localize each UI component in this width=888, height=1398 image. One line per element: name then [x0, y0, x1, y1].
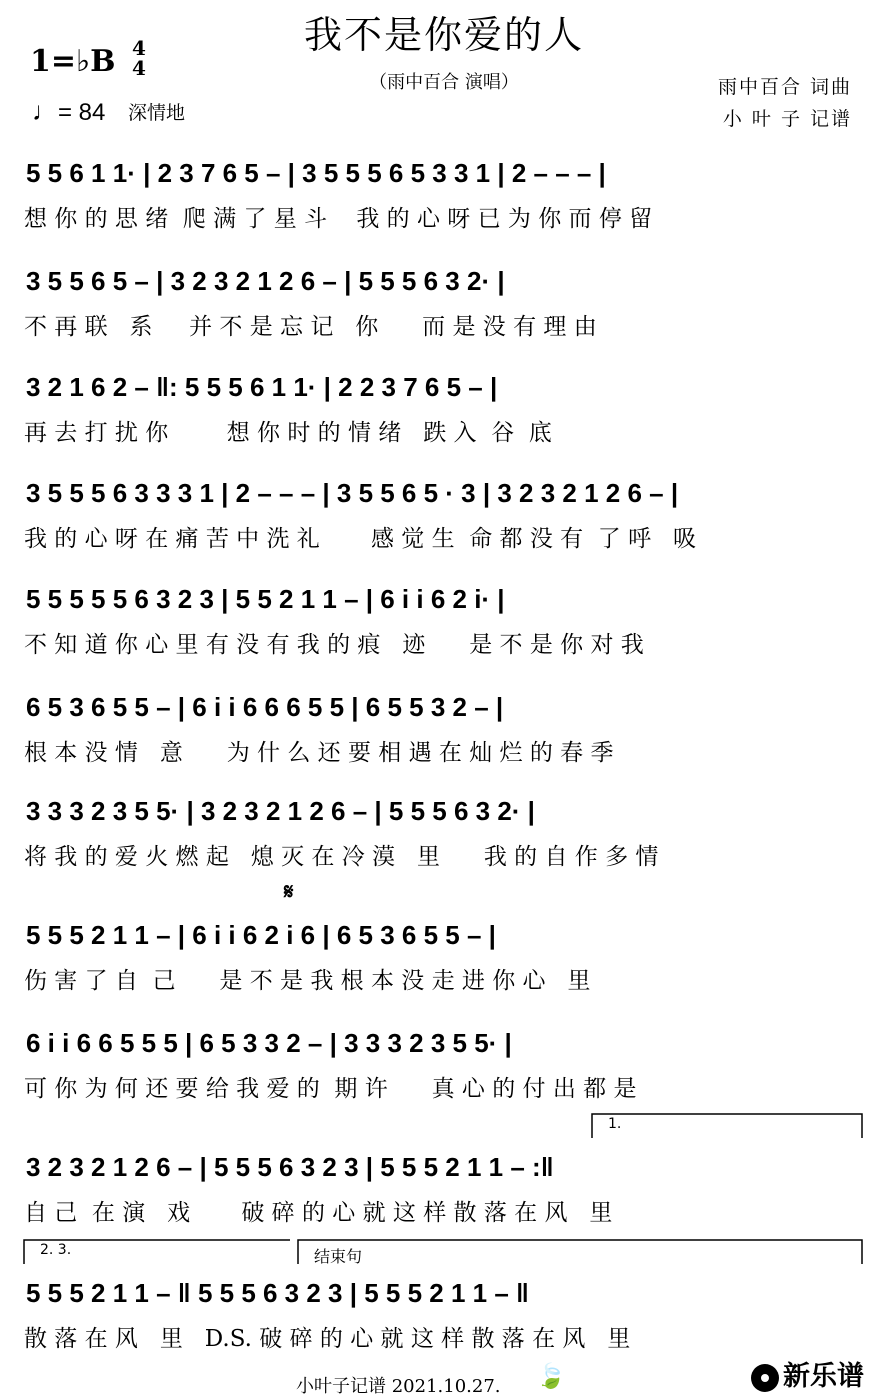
notes-line: [0, 684, 888, 740]
notes-text: 3 2 3 2 1 2 6 – | 5 5 5 6 3 2 3 | 5 5 5 2 1 1 – :‖: [26, 1152, 554, 1182]
score-row-8: [0, 912, 888, 1012]
notes-line: [0, 1270, 888, 1326]
ending-label: 结束句: [314, 1247, 363, 1266]
notes-line: [0, 1144, 888, 1200]
score-row-7: [0, 788, 888, 888]
tempo-marking: [32, 96, 105, 127]
transcriber-signature: 小叶子记谱 2021.10.27.: [296, 1376, 501, 1397]
ending-bracket: [296, 1236, 866, 1266]
lyrics-line: 自 己 在 演 戏 破 碎 的 心 就 这 样 散 落 在 风 里: [24, 1200, 613, 1226]
notes-line: [0, 258, 888, 314]
volta-23-label: 2. 3.: [40, 1242, 72, 1258]
score-row-9: [0, 1020, 888, 1120]
notes-text: 3 3 3 2 3 5 5· | 3 2 3 2 1 2 6 – | 5 5 5 6 3 2· |: [26, 796, 535, 826]
score-row-3: [0, 364, 888, 464]
logo-text: 新乐谱: [783, 1361, 864, 1392]
notes-text: 3 5 5 6 5 – | 3 2 3 2 1 2 6 – | 5 5 5 6 3 2· |: [26, 266, 505, 296]
lyrics-line: 可 你 为 何 还 要 给 我 爱 的 期 许 真 心 的 付 出 都 是: [24, 1076, 637, 1102]
score-row-2: [0, 258, 888, 358]
lyrics-line: 想 你 的 思 绪 爬 满 了 星 斗 我 的 心 呀 已 为 你 而 停 留: [24, 206, 653, 232]
notes-text: 5 5 5 2 1 1 – | 6 i i 6 2 i 6 | 6 5 3 6 5 5 – |: [26, 920, 496, 950]
lyrics-line: 散 落 在 风 里 D.S. 破 碎 的 心 就 这 样 散 落 在 风 里: [24, 1326, 631, 1352]
expression-marking: 深情地: [128, 102, 186, 124]
lyrics-line: 伤 害 了 自 己 是 不 是 我 根 本 没 走 进 你 心 里: [24, 968, 591, 994]
notes-line: [0, 364, 888, 420]
song-title: 我不是你爱的人: [303, 13, 584, 57]
volta-1-label: 1.: [608, 1116, 622, 1132]
time-signature-top: 4: [132, 36, 146, 60]
notes-text: 5 5 5 5 5 6 3 2 3 | 5 5 2 1 1 – | 6 i i 6 2 i· |: [26, 584, 505, 614]
site-logo: [751, 1354, 864, 1393]
segno-sign: 𝄋: [284, 880, 294, 905]
notes-line: [0, 912, 888, 968]
lyrics-line: 再 去 打 扰 你 想 你 时 的 情 绪 跌 入 谷 底: [24, 420, 552, 446]
time-signature: [126, 38, 152, 78]
notes-line: [0, 150, 888, 206]
time-signature-bottom: 4: [132, 56, 146, 80]
notes-text: 3 5 5 5 6 3 3 3 1 | 2 – – – | 3 5 5 6 5 · 3 | 3 2 3 2 1 2 6 – |: [26, 478, 679, 508]
lyrics-line: 根 本 没 情 意 为 什 么 还 要 相 遇 在 灿 烂 的 春 季: [24, 740, 614, 766]
vinyl-record-icon: [751, 1364, 779, 1392]
notes-line: [0, 1020, 888, 1076]
performer-line: （雨中百合 演唱）: [369, 72, 519, 93]
score-row-4: [0, 470, 888, 570]
lyrics-line: 我 的 心 呀 在 痛 苦 中 洗 礼 感 觉 生 命 都 没 有 了 呼 吸: [24, 526, 697, 552]
notes-text: 3 2 1 6 2 – ‖: 5 5 5 6 1 1· | 2 2 3 7 6 5 – |: [26, 372, 498, 402]
lyrics-line: 不 再 联 系 并 不 是 忘 记 你 而 是 没 有 理 由: [24, 314, 597, 340]
notes-text: 5 5 5 2 1 1 – ‖ 5 5 5 6 3 2 3 | 5 5 5 2 1 1 – ‖: [26, 1278, 529, 1308]
notes-text: 6 5 3 6 5 5 – | 6 i i 6 6 6 5 5 | 6 5 5 3 2 – |: [26, 692, 504, 722]
tempo-value: = 84: [58, 99, 106, 126]
notes-line: [0, 576, 888, 632]
lyrics-line: 不 知 道 你 心 里 有 没 有 我 的 痕 迹 是 不 是 你 对 我: [24, 632, 644, 658]
score-row-10: [0, 1144, 888, 1244]
score-row-1: [0, 150, 888, 250]
key-signature: 1=♭B: [30, 44, 116, 79]
notes-line: [0, 470, 888, 526]
quarter-note-icon: ♩: [32, 96, 58, 126]
notes-line: [0, 788, 888, 844]
volta-1-bracket: [590, 1110, 866, 1140]
score-row-6: [0, 684, 888, 784]
notes-text: 6 i i 6 6 5 5 5 | 6 5 3 3 2 – | 3 3 3 2 3 5 5· |: [26, 1028, 512, 1058]
notes-text: 5 5 6 1 1· | 2 3 7 6 5 – | 3 5 5 5 6 5 3 3 1 | 2 – – – |: [26, 158, 606, 188]
credit-transcriber: 小 叶 子 记谱: [722, 108, 852, 130]
score-row-5: [0, 576, 888, 676]
leaf-icon: 🍃: [536, 1362, 566, 1390]
credit-lyrics-music: 雨中百合 词曲: [717, 76, 852, 98]
lyrics-line: 将 我 的 爱 火 燃 起 熄 灭 在 冷 漠 里 我 的 自 作 多 情: [24, 844, 659, 870]
